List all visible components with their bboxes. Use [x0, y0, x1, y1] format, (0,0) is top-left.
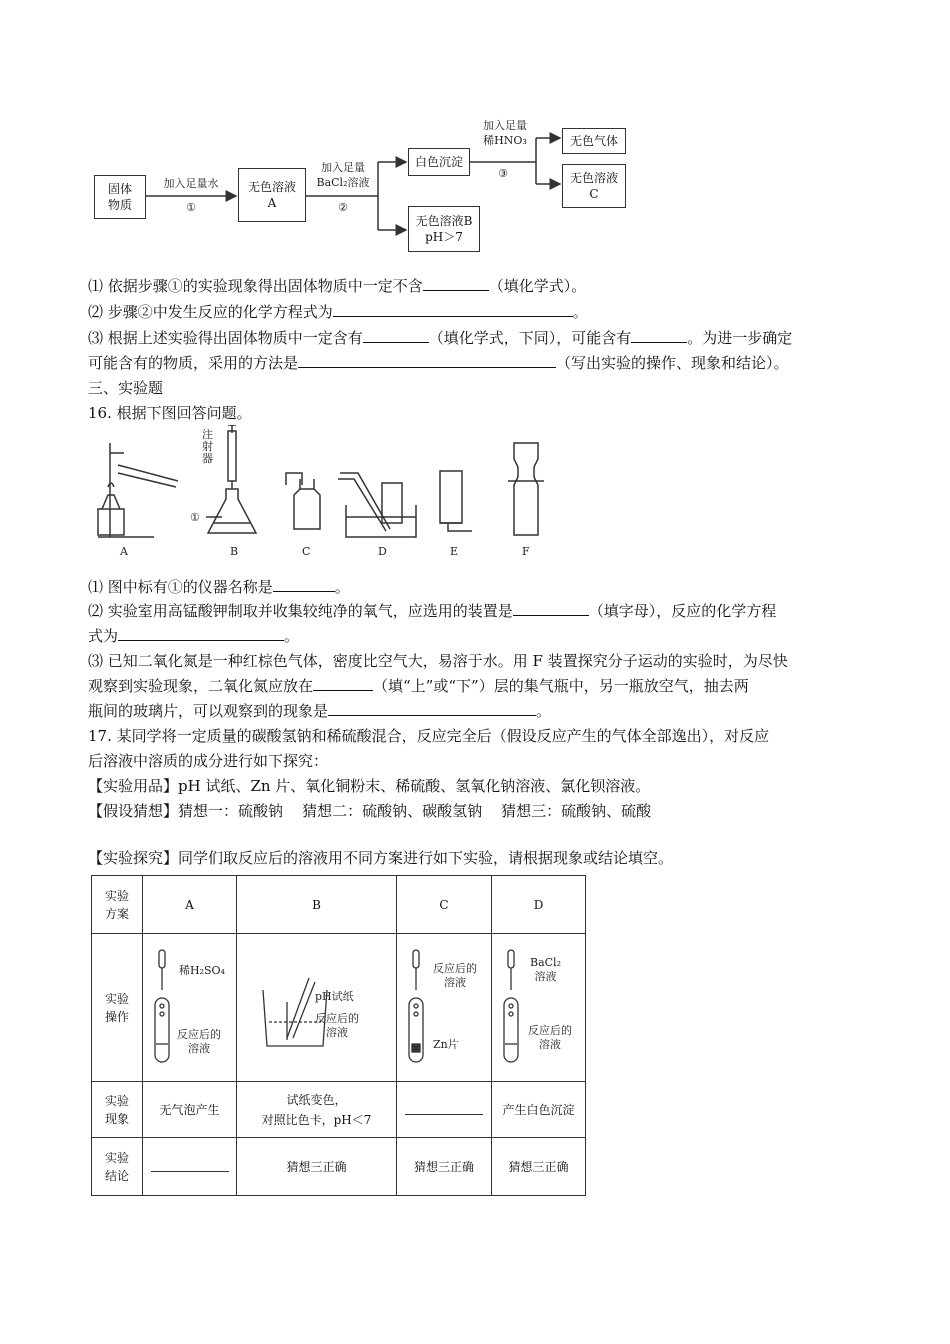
answer-blank[interactable]: [423, 276, 489, 291]
zinc-label: Zn片: [433, 1038, 459, 1051]
q16-part3-cont2: 瓶间的玻璃片，可以观察到的现象是 。: [88, 702, 552, 720]
solution-a-box: 无色溶液 A: [238, 168, 306, 222]
q15-part1: ⑴ 依据步骤①的实验现象得出固体物质中一定不含 （填化学式）。: [88, 277, 587, 295]
dropper-tube-c: [403, 944, 433, 1068]
operation-d: [492, 934, 586, 1082]
q16-part2: ⑵ 实验室用高锰酸钾制取并收集较纯净的氧气，应选用的装置是 （填字母），反应的化学方程: [88, 602, 777, 620]
q16-part3: ⑶ 已知二氧化氮是一种红棕色气体，密度比空气大，易溶于水。用 F 装置探究分子运动的实验时，为尽快: [88, 652, 788, 670]
step1-number: ①: [186, 201, 196, 214]
phenomenon-a: 无气泡产生: [143, 1082, 237, 1138]
apparatus-figure: [88, 425, 558, 560]
q15-part3-cont: 可能含有的物质，采用的方法是 （写出实验的操作、现象和结论）。: [88, 354, 789, 372]
section-heading: 三、实验题: [88, 379, 164, 397]
apparatus-label-f: F: [522, 545, 530, 558]
answer-blank[interactable]: [273, 577, 335, 592]
conclusion-b: 猜想三正确: [237, 1138, 397, 1196]
solid-label: 固体 物质: [107, 182, 132, 212]
solution-label: 反应后的 溶液: [315, 1012, 359, 1039]
table-row: [92, 934, 586, 1082]
col-header-d: D: [492, 876, 586, 934]
operation-a: [143, 934, 237, 1082]
answer-blank[interactable]: [328, 701, 536, 716]
q17-hypothesis: 【假设猜想】猜想一：硫酸钠 猜想二：硫酸钠、碳酸氢钠 猜想三：硫酸钠、硫酸: [88, 802, 652, 820]
q17-supplies: 【实验用品】pH 试纸、Zn 片、氧化铜粉末、稀硫酸、氢氧化钠溶液、氯化钡溶液。: [88, 777, 651, 795]
dropper-tube-a: [149, 944, 179, 1068]
apparatus-label-d: D: [378, 545, 387, 558]
conclusion-a: [143, 1138, 237, 1196]
flow-diagram: [88, 118, 633, 258]
phenomenon-b: 试纸变色， 对照比色卡，pH＜7: [237, 1082, 397, 1138]
experiment-table: [91, 875, 586, 1196]
white-precipitate-box: 白色沉淀: [408, 148, 470, 176]
solution-label: 反应后的 溶液: [528, 1024, 572, 1051]
table-row: [92, 1082, 586, 1138]
row-header-operation: 实验 操作: [92, 934, 143, 1082]
step2-number: ②: [338, 201, 348, 214]
conclusion-d: 猜想三正确: [492, 1138, 586, 1196]
answer-blank[interactable]: [631, 328, 687, 343]
apparatus-label-b: B: [230, 545, 239, 558]
table-row: [92, 1138, 586, 1196]
q16-part2-cont: 式为 。: [88, 627, 300, 645]
instrument-mark: ①: [190, 511, 200, 524]
row-header-phenomenon: 实验 现象: [92, 1082, 143, 1138]
answer-blank[interactable]: [298, 353, 556, 368]
q15-part2: ⑵ 步骤②中发生反应的化学方程式为 。: [88, 303, 588, 321]
table-row: [92, 876, 586, 934]
colorless-gas-box: 无色气体: [562, 128, 626, 154]
answer-blank[interactable]: [313, 676, 373, 691]
phenomenon-c: [397, 1082, 492, 1138]
step2-label: 加入足量 BaCl₂溶液: [316, 161, 370, 189]
solution-label: 反应后的 溶液: [433, 962, 477, 989]
apparatus-drawings: [88, 425, 558, 545]
answer-blank[interactable]: [118, 626, 284, 641]
ph-paper-label: pH试纸: [315, 990, 354, 1003]
step3-label: 加入足量 稀HNO₃: [483, 119, 527, 147]
answer-blank[interactable]: [363, 328, 429, 343]
answer-blank[interactable]: [405, 1102, 483, 1115]
q15-part3: ⑶ 根据上述实验得出固体物质中一定含有 （填化学式，下同），可能含有 。为进一步确定: [88, 329, 793, 347]
phenomenon-d: 产生白色沉淀: [492, 1082, 586, 1138]
solution-c-box: 无色溶液 C: [562, 164, 626, 208]
answer-blank[interactable]: [333, 302, 573, 317]
reagent-label: 稀H₂SO₄: [179, 964, 225, 977]
solid-box: [94, 175, 146, 219]
q16-part3-cont1: 观察到实验现象，二氧化氮应放在 （填“上”或“下”）层的集气瓶中，另一瓶放空气，抽去两: [88, 677, 749, 695]
row-header-conclusion: 实验 结论: [92, 1138, 143, 1196]
answer-blank[interactable]: [513, 601, 589, 616]
q17-explore: 【实验探究】同学们取反应后的溶液用不同方案进行如下实验，请根据现象或结论填空。: [88, 849, 674, 867]
row-header-plan: 实验 方案: [92, 876, 143, 934]
col-header-b: B: [237, 876, 397, 934]
q17-stem-2: 后溶液中溶质的成分进行如下探究：: [88, 752, 329, 770]
conclusion-c: 猜想三正确: [397, 1138, 492, 1196]
syringe-label: 注 射 器: [202, 428, 213, 465]
reagent-label: BaCl₂ 溶液: [530, 956, 561, 983]
step1-label: 加入足量水: [163, 177, 219, 190]
operation-c: [397, 934, 492, 1082]
answer-blank[interactable]: [151, 1159, 229, 1172]
apparatus-label-c: C: [302, 545, 311, 558]
step3-number: ③: [498, 167, 508, 180]
q16-part1: ⑴ 图中标有①的仪器名称是 。: [88, 578, 350, 596]
solution-label: 反应后的 溶液: [177, 1028, 221, 1055]
q16-stem: 16. 根据下图回答问题。: [88, 404, 252, 422]
dropper-tube-d: [498, 944, 528, 1068]
apparatus-label-e: E: [450, 545, 459, 558]
operation-b: [237, 934, 397, 1082]
apparatus-label-a: A: [120, 545, 128, 558]
col-header-c: C: [397, 876, 492, 934]
q17-stem-1: 17. 某同学将一定质量的碳酸氢钠和稀硫酸混合，反应完全后（假设反应产生的气体全部逸出），对反应: [88, 727, 770, 745]
solution-b-box: 无色溶液B pH＞7: [408, 206, 480, 252]
col-header-a: A: [143, 876, 237, 934]
